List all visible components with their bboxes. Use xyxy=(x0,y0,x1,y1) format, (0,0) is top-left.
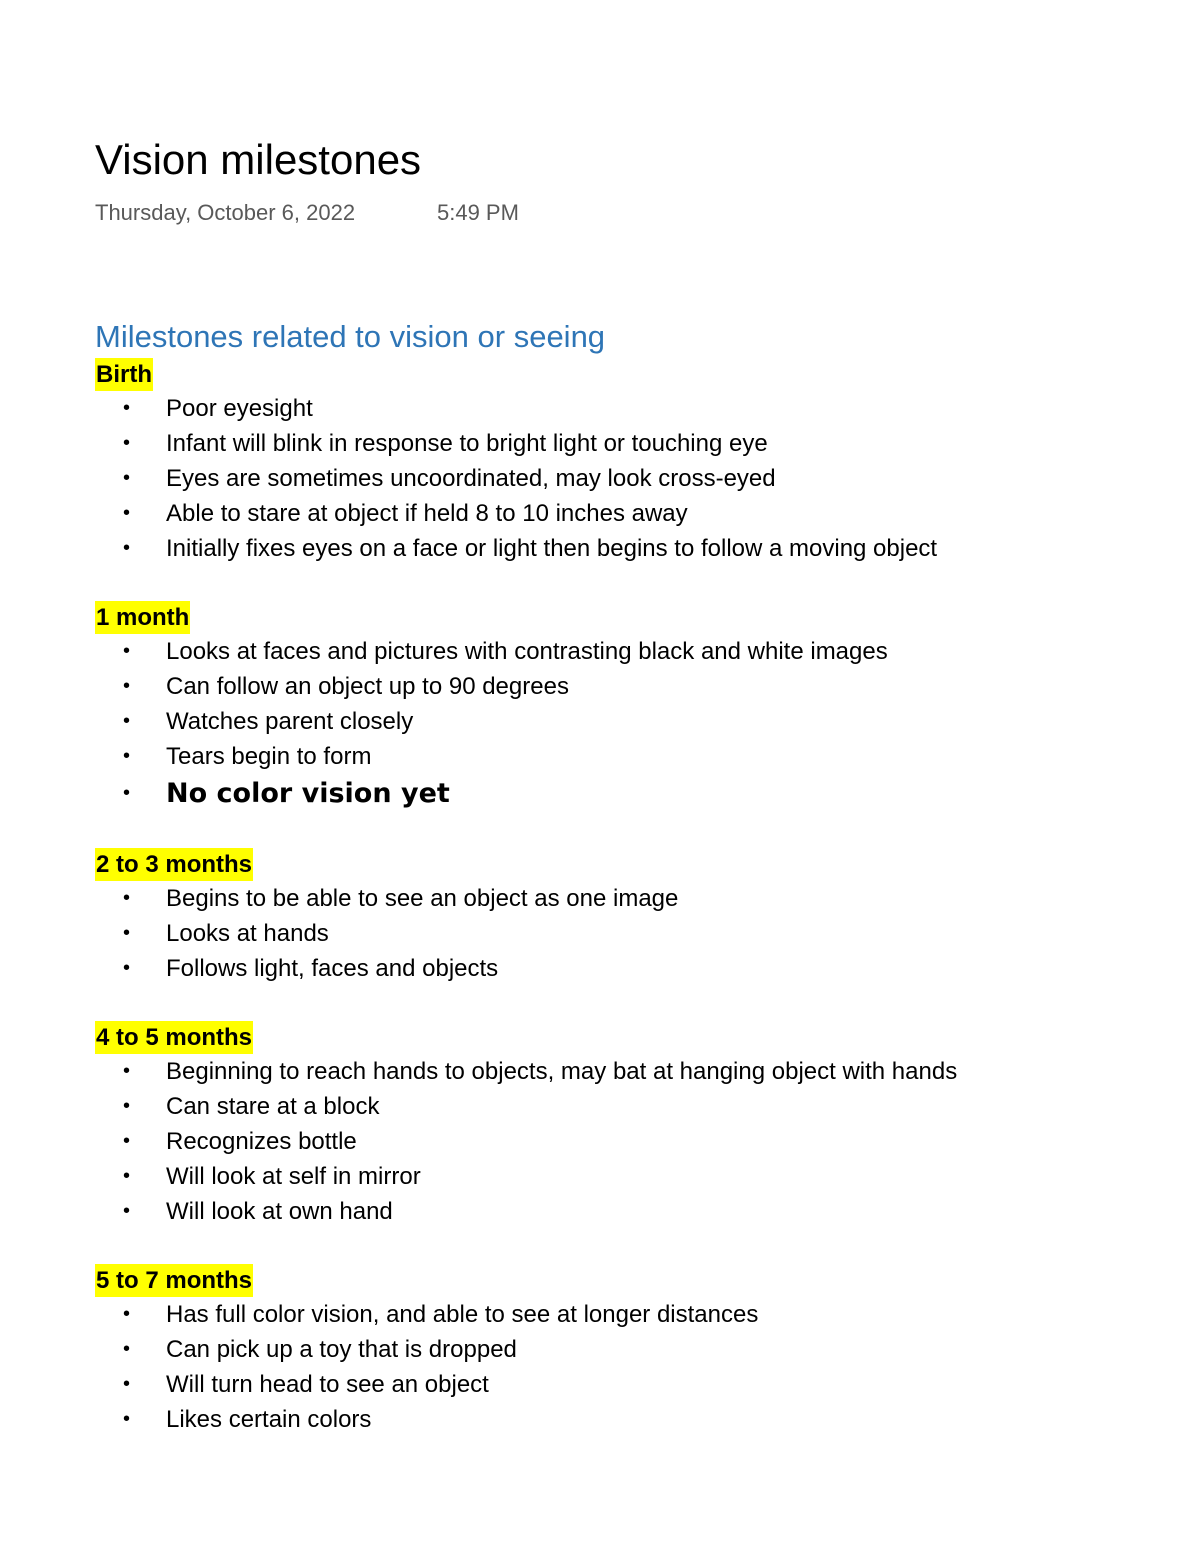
list-item-text: Initially fixes eyes on a face or light then begins to follow a moving object xyxy=(166,535,938,562)
bullet-icon: • xyxy=(123,432,131,454)
bullet-icon: • xyxy=(123,1373,131,1395)
list-item xyxy=(95,739,1155,774)
bullet-icon: • xyxy=(123,675,131,697)
group-label: 1 month xyxy=(95,601,190,634)
list-item-text: Can stare at a block xyxy=(166,1093,380,1120)
list-item-text: Watches parent closely xyxy=(166,708,414,735)
list-item-text: Poor eyesight xyxy=(166,395,313,422)
bullet-icon: • xyxy=(123,1303,131,1325)
bullet-list xyxy=(95,391,1155,566)
bullet-icon: • xyxy=(123,1408,131,1430)
list-item xyxy=(95,1159,1155,1194)
bullet-icon: • xyxy=(123,467,131,489)
bullet-icon: • xyxy=(123,502,131,524)
list-item xyxy=(95,669,1155,704)
list-item xyxy=(95,1402,1155,1437)
bullet-icon: • xyxy=(123,1095,131,1117)
milestone-group-4-to-5-months xyxy=(95,1021,1155,1229)
list-item-text: Can pick up a toy that is dropped xyxy=(166,1336,517,1363)
list-item-text: Infant will blink in response to bright light or touching eye xyxy=(166,430,768,457)
list-item-text: Looks at hands xyxy=(166,920,329,947)
list-item xyxy=(95,1124,1155,1159)
list-item-text: Follows light, faces and objects xyxy=(166,955,499,982)
list-item-text: Looks at faces and pictures with contrasting black and white images xyxy=(166,638,888,665)
bullet-icon: • xyxy=(123,1165,131,1187)
bullet-icon: • xyxy=(123,1130,131,1152)
list-item xyxy=(95,1194,1155,1229)
list-item xyxy=(95,426,1155,461)
list-item xyxy=(95,1297,1155,1332)
list-item-text: Tears begin to form xyxy=(166,743,372,770)
bullet-icon: • xyxy=(123,922,131,944)
milestone-group-1-month xyxy=(95,601,1155,813)
milestone-group-2-to-3-months xyxy=(95,848,1155,986)
list-item-text: Eyes are sometimes uncoordinated, may look cross-eyed xyxy=(166,465,776,492)
list-item xyxy=(95,461,1155,496)
list-item-text: Begins to be able to see an object as one image xyxy=(166,885,679,912)
list-item-text: Beginning to reach hands to objects, may bat at hanging object with hands xyxy=(166,1058,958,1085)
list-item-text: Will turn head to see an object xyxy=(166,1371,489,1398)
bullet-list xyxy=(95,881,1155,986)
page-date: Thursday, October 6, 2022 xyxy=(95,200,356,225)
list-item xyxy=(95,881,1155,916)
bullet-icon: • xyxy=(123,1200,131,1222)
bullet-icon: • xyxy=(123,957,131,979)
bullet-icon: • xyxy=(123,745,131,767)
list-item-text: Likes certain colors xyxy=(166,1406,372,1433)
list-item xyxy=(95,1367,1155,1402)
page-time: 5:49 PM xyxy=(437,200,519,225)
list-item-text: Will look at self in mirror xyxy=(166,1163,421,1190)
list-item-text: No color vision yet xyxy=(166,778,450,809)
list-item-text: Can follow an object up to 90 degrees xyxy=(166,673,569,700)
bullet-list xyxy=(95,634,1155,813)
bullet-icon: • xyxy=(123,640,131,662)
bullet-icon: • xyxy=(123,397,131,419)
bullet-list xyxy=(95,1297,1155,1437)
milestone-group-birth xyxy=(95,358,1155,566)
page-title: Vision milestones xyxy=(95,136,422,183)
list-item-text: Recognizes bottle xyxy=(166,1128,357,1155)
bullet-icon: • xyxy=(123,887,131,909)
list-item xyxy=(95,496,1155,531)
group-label: 4 to 5 months xyxy=(95,1021,253,1054)
list-item xyxy=(95,391,1155,426)
group-label: Birth xyxy=(95,358,153,391)
section-heading: Milestones related to vision or seeing xyxy=(95,319,606,354)
list-item xyxy=(95,1054,1155,1089)
bullet-list xyxy=(95,1054,1155,1229)
group-label: 5 to 7 months xyxy=(95,1264,253,1297)
list-item xyxy=(95,951,1155,986)
list-item xyxy=(95,1332,1155,1367)
list-item xyxy=(95,774,1155,813)
list-item xyxy=(95,704,1155,739)
bullet-icon: • xyxy=(123,1338,131,1360)
milestone-group-5-to-7-months xyxy=(95,1264,1155,1437)
bullet-icon: • xyxy=(123,782,131,804)
milestone-list xyxy=(95,358,1155,1437)
list-item-text: Will look at own hand xyxy=(166,1198,393,1225)
bullet-icon: • xyxy=(123,1060,131,1082)
list-item-text: Able to stare at object if held 8 to 10 inches away xyxy=(166,500,688,527)
bullet-icon: • xyxy=(123,710,131,732)
list-item-text: Has full color vision, and able to see at longer distances xyxy=(166,1301,759,1328)
list-item xyxy=(95,916,1155,951)
bullet-icon: • xyxy=(123,537,131,559)
list-item xyxy=(95,634,1155,669)
list-item xyxy=(95,1089,1155,1124)
list-item xyxy=(95,531,1155,566)
group-label: 2 to 3 months xyxy=(95,848,253,881)
